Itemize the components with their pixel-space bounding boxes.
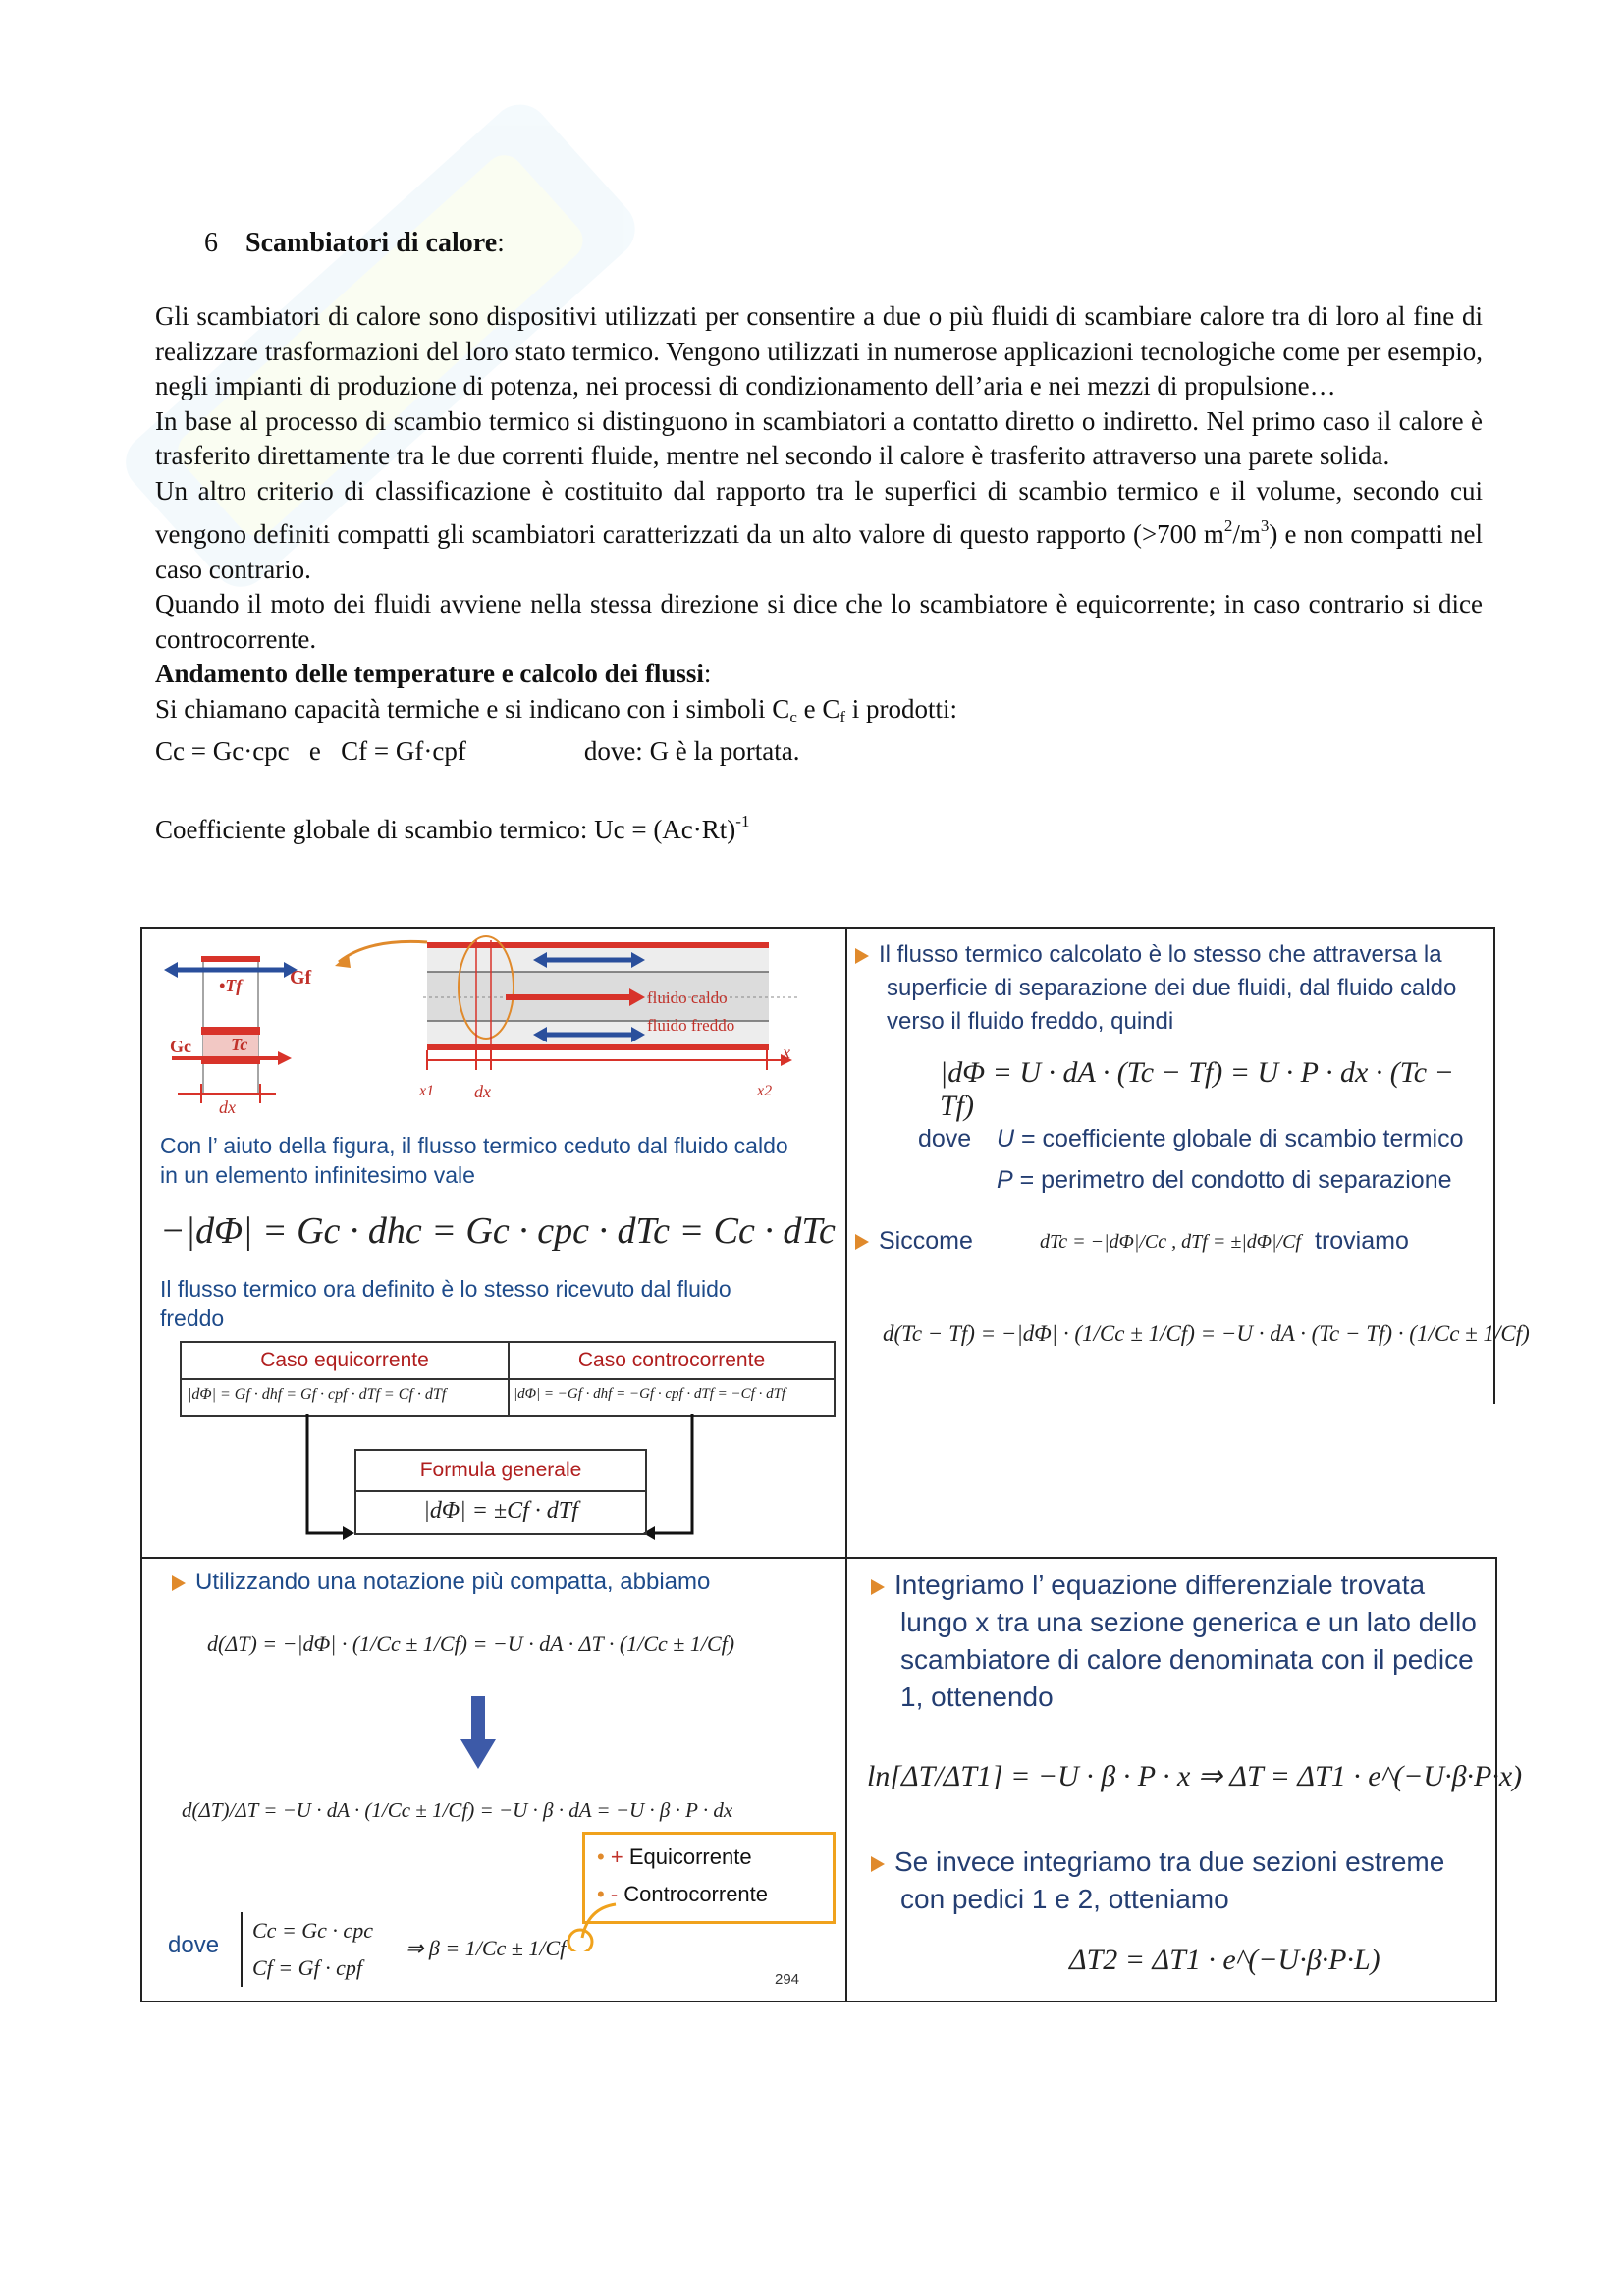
label-dx-pipe: dx <box>474 1082 491 1101</box>
legend-countercurrent: • - Controcorrente <box>597 1882 769 1906</box>
label-cold-fluid: fluido freddo <box>647 1016 735 1035</box>
label-dx: dx <box>219 1097 236 1117</box>
bl-dove: dove <box>168 1932 220 1958</box>
body-text <box>155 299 1483 847</box>
panel-bottom-left <box>140 1557 847 2002</box>
general-formula-label: Formula generale <box>419 1459 582 1481</box>
br-equation-1: ln[ΔT/ΔT1] = −U · β · P · x ⇒ ΔT = ΔT1 · e^(−U·β·P·x) <box>867 1760 1523 1792</box>
slide-page-number: 294 <box>775 1971 800 1988</box>
tl-equation-1: −|dΦ| = Gc · dhc = Gc · cpc · dTc = Cc · dTc <box>160 1210 836 1252</box>
case-countercurrent: Caso controcorrente <box>577 1349 766 1371</box>
bullet-icon <box>855 948 869 964</box>
exchanger-diagram <box>142 929 845 1154</box>
tr-p-definition: P = perimetro del condotto di separazione <box>997 1166 1452 1194</box>
label-hot-fluid: fluido caldo <box>647 988 728 1007</box>
bullet-icon <box>855 1234 869 1250</box>
br-text-2: Se invece integriamo tra due sezioni estreme con pedici 1 e 2, otteniamo <box>900 1843 1480 1918</box>
coefficient-line: Coefficiente globale di scambio termico: $Uc = (Ac\cdot Rt)^{-1}$ <box>155 811 750 844</box>
tr-text-1: Il flusso termico calcolato è lo stesso che attraversa la superficie di separazione dei due fluidi, dal fluido caldo verso il fluido freddo, quindi <box>887 938 1466 1039</box>
label-x-axis: x <box>783 1042 790 1062</box>
bullet-icon <box>871 1856 885 1872</box>
case-countercurrent-eq: |dΦ| = −Gf · dhf = −Gf · cpf · dTf = −Cf · dTf <box>514 1386 786 1402</box>
tl-text-2: Il flusso termico ora definito è lo stesso ricevuto dal fluido freddo <box>160 1276 731 1331</box>
bl-beta: ⇒ β = 1/Cc ± 1/Cf <box>406 1936 567 1960</box>
tr-siccome: Siccome <box>887 1227 981 1255</box>
general-formula-eq: |dΦ| = ±Cf · dTf <box>423 1498 578 1523</box>
bl-system: Cc = Gc · cpc Cf = Gf · cpf <box>241 1912 373 1987</box>
legend-pointer <box>545 1893 623 1951</box>
paragraph-4: Quando il moto dei fluidi avviene nella stessa direzione si dice che lo scambiatore è equicorrente; in caso contrario si dice controcorrente. <box>155 589 1483 654</box>
panel-top-left <box>140 927 847 1561</box>
bullet-icon <box>172 1575 186 1591</box>
label-x1: x1 <box>419 1083 435 1099</box>
br-text-1: Integriamo l’ equazione differenziale trovata lungo x tra una sezione generica e un lato dello scambiatore di calore denominata con il pedice 1, ottenendo <box>900 1567 1480 1716</box>
panel-bottom-right <box>845 1557 1523 2002</box>
cases-table <box>180 1341 836 1417</box>
section-number: 6 <box>204 228 218 258</box>
capacity-formula: Cc = Gc·cpc e Cf = Gf·cpf dove: G è la portata. <box>155 736 800 766</box>
tr-equation-1: |dΦ = U · dA · (Tc − Tf) = U · P · dx · (Tc − Tf) <box>940 1056 1454 1122</box>
section-heading: 6 Scambiatori di calore: <box>204 228 505 258</box>
tr-equation-siccome: dTc = −|dΦ|/Cc , dTf = ±|dΦ|/Cf <box>1040 1231 1301 1253</box>
case-equicurrent: Caso equicorrente <box>260 1349 429 1371</box>
tr-dove: dove <box>918 1125 972 1152</box>
case-equicurrent-eq: |dΦ| = Gf · dhf = Gf · cpf · dTf = Cf · dTf <box>188 1386 447 1403</box>
tl-text-1: Con l’ aiuto della figura, il flusso termico ceduto dal fluido caldo in un elemento infinitesimo vale <box>160 1133 788 1188</box>
legend-equicurrent: • + Equicorrente <box>597 1844 752 1869</box>
general-formula-box <box>354 1449 647 1535</box>
label-gf: Gf <box>290 967 312 988</box>
panel-top-right <box>845 927 1530 1559</box>
paragraph-1: Gli scambiatori di calore sono dispositivi utilizzati per consentire a due o più fluidi di scambiare calore tra di loro al fine di realizzare trasformazioni del loro stato termico. Vengono utilizzati in numerose applicazioni tecnologiche come per esempio, negli impianti di produzione di potenza, nei processi di condizionamento dell’aria e nei mezzi di propulsione… <box>155 301 1483 400</box>
paragraph-3: Un altro criterio di classificazione è costituito dal rapporto tra le superfici di scambio termico e il volume, secondo cui vengono definiti compatti gli scambiatori caratterizzati da un alto valore di questo rapporto (>700 $m^2/m^3$) e non compatti nel caso contrario. <box>155 475 1483 584</box>
section-title: Scambiatori di calore <box>245 228 498 258</box>
label-x2: x2 <box>757 1083 773 1099</box>
down-arrow-icon <box>459 1696 498 1771</box>
paragraph-5: Si chiamano capacità termiche e si indicano con i simboli $C_c$ e $C_f$ i prodotti: <box>155 693 958 726</box>
bullet-icon <box>871 1579 885 1595</box>
sub-heading: Andamento delle temperature e calcolo dei flussi: <box>155 659 712 688</box>
bl-equation-2: d(ΔT)/ΔT = −U · dA · (1/Cc ± 1/Cf) = −U · β · dA = −U · β · P · dx <box>182 1798 733 1822</box>
bl-equation-1: d(ΔT) = −|dΦ| · (1/Cc ± 1/Cf) = −U · dA · ΔT · (1/Cc ± 1/Cf) <box>207 1631 735 1656</box>
label-gc: Gc <box>170 1037 191 1056</box>
tr-troviamo: troviamo <box>1315 1227 1409 1255</box>
tr-u-definition: U = coefficiente globale di scambio termico <box>997 1125 1464 1152</box>
bl-text-1: Utilizzando una notazione più compatta, abbiamo <box>172 1569 710 1596</box>
paragraph-2: In base al processo di scambio termico si distinguono in scambiatori a contatto diretto o indiretto. Nel primo caso il calore è trasferito direttamente tra le due correnti fluide, mentre nel secondo il calore è trasferito attraverso una parete solida. <box>155 405 1483 470</box>
label-tc: Tc <box>231 1035 248 1054</box>
tr-equation-2: d(Tc − Tf) = −|dΦ| · (1/Cc ± 1/Cf) = −U · dA · (Tc − Tf) · (1/Cc ± 1/Cf) <box>883 1321 1530 1346</box>
label-tf: •Tf <box>219 976 243 995</box>
br-equation-2: ΔT2 = ΔT1 · e^(−U·β·P·L) <box>1069 1944 1380 1976</box>
